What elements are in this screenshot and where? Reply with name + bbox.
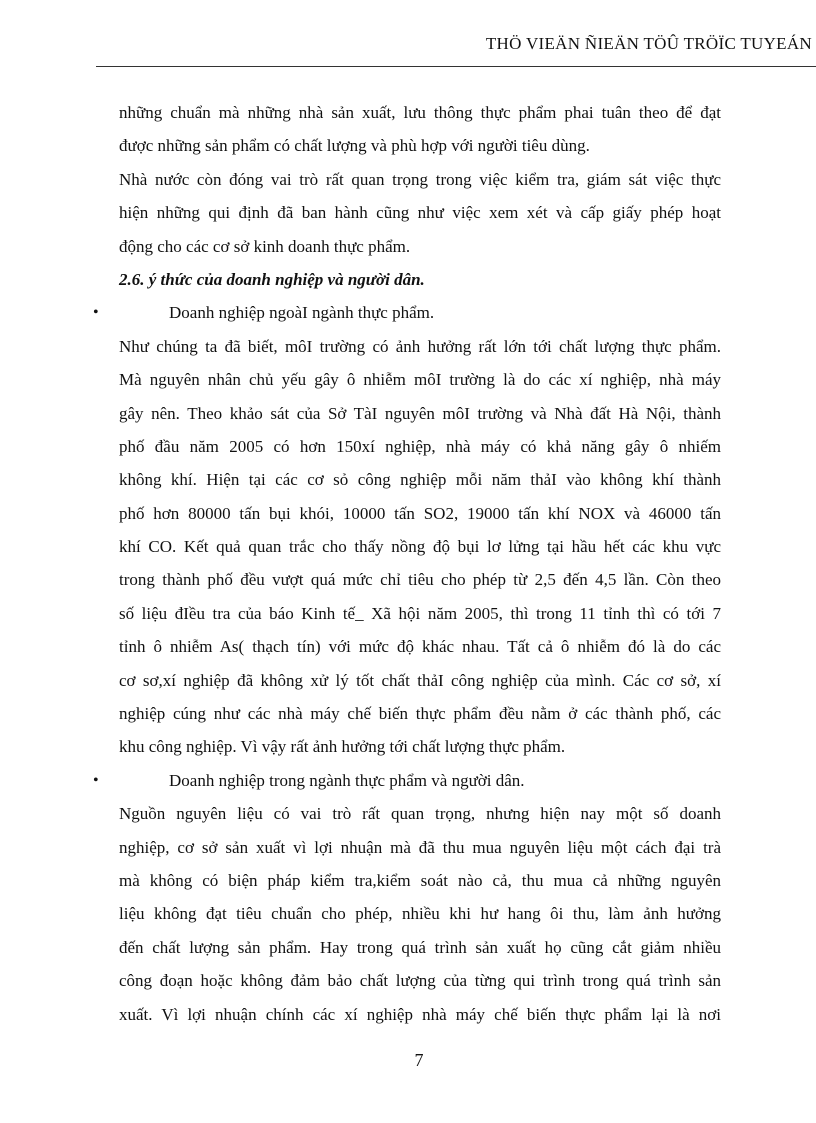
bullet-item — [93, 764, 721, 797]
text-line: gây nên. Theo khảo sát của Sở TàI nguyên môI trường và Nhà đất Hà Nội, thành — [119, 403, 721, 423]
bullet-item — [93, 296, 721, 329]
text-line: không khí. Hiện tại các cơ sỏ công nghiệp mỗi năm thảI vào không khí thành — [119, 470, 721, 490]
text-line: phố hơn 80000 tấn bụi khói, 10000 tấn SO2, 19000 tấn khí NOX và 46000 tấn — [119, 503, 721, 523]
text-line: xuất. Vì lợi nhuận chính các xí nghiệp nhà máy chế biến thực phẩm lại là nơi — [119, 1004, 721, 1024]
text-line: nghiệp cúng như các nhà máy chế biến thực phẩm đều nằm ở các thành phố, các — [119, 704, 721, 724]
bullet-text: Doanh nghiệp ngoàI ngành thực phẩm. — [169, 303, 435, 323]
text-line: Như chúng ta đã biết, môI trường có ảnh hưởng rất lớn tới chất lượng thực phẩm. — [119, 336, 721, 356]
text-line: những chuẩn mà những nhà sản xuất, lưu thông thực phẩm phai tuân theo để đạt — [119, 103, 721, 122]
text-line: số liệu đIều tra của báo Kinh tế_ Xã hội năm 2005, thì trong 11 tỉnh thì có tới 7 — [119, 603, 721, 623]
text-line: tỉnh ô nhiễm As( thạch tín) với mức độ khác nhau. Tất cả ô nhiễm đó là do các — [119, 637, 721, 657]
text-line: khí CO. Kết quả quan trắc cho thấy nồng độ bụi lơ lửng tại hầu hết các khu vực — [119, 537, 721, 557]
header-rule — [96, 66, 816, 67]
text-line: động cho các cơ sở kinh doanh thực phẩm. — [119, 236, 411, 256]
text-line: Nhà nước còn đóng vai trò rất quan trọng trong việc kiểm tra, giám sát việc thực — [119, 169, 721, 189]
text-line: nghiệp, cơ sở sản xuất vì lợi nhuận mà đã thu mua nguyên liệu một cách đại trà — [119, 837, 721, 857]
header-title: THÖ VIEÄN ÑIEÄN TÖÛ TRÖÏC TUYEÁN — [485, 34, 812, 53]
bullet-text: Doanh nghiệp trong ngành thực phẩm và người dân. — [169, 770, 525, 790]
text-line: mà không có biện pháp kiểm tra,kiểm soát nào cả, thu mua cả những nguyên — [119, 870, 721, 890]
document-body — [93, 96, 721, 1031]
bullet-icon: • — [93, 304, 99, 322]
bullet-icon: • — [93, 771, 99, 789]
text-line: liệu không đạt tiêu chuẩn cho phép, nhiều khi hư hang ôi thu, làm ảnh hưởng — [119, 904, 721, 924]
text-line: phố đầu năm 2005 có hơn 150xí nghiệp, nhà máy có khả năng gây ô nhiếm — [119, 436, 721, 456]
section-heading: 2.6. ý thức của doanh nghiệp và người dân. — [119, 269, 425, 289]
text-line: Nguồn nguyên liệu có vai trò rất quan trọng, nhưng hiện nay một số doanh — [119, 804, 721, 824]
text-line: công đoạn hoặc không đảm bảo chất lượng của từng qui trình trong quá trình sản — [119, 971, 721, 991]
text-line: trong thành phố đều vượt quá mức chỉ tiêu cho phép từ 2,5 đến 4,5 lần. Còn theo — [119, 570, 721, 590]
text-line: được những sản phẩm có chất lượng và phù hợp với người tiêu dùng. — [119, 136, 590, 156]
text-line: đến chất lượng sản phẩm. Hay trong quá trình sản xuất họ cũng cắt giảm nhiều — [119, 937, 721, 957]
text-line: hiện những qui định đã ban hành cũng như việc xem xét và cấp giấy phép hoạt — [119, 203, 721, 223]
text-line: cơ sơ,xí nghiệp đã không xử lý tốt chất thảI công nghiệp của mình. Các cơ sở, xí — [119, 670, 721, 690]
text-line: khu công nghiệp. Vì vậy rất ảnh hưởng tới chất lượng thực phẩm. — [119, 737, 566, 757]
text-line: Mà nguyên nhân chủ yếu gây ô nhiễm môI trường là do các xí nghiệp, nhà máy — [119, 370, 721, 390]
page-number: 7 — [414, 1050, 424, 1070]
